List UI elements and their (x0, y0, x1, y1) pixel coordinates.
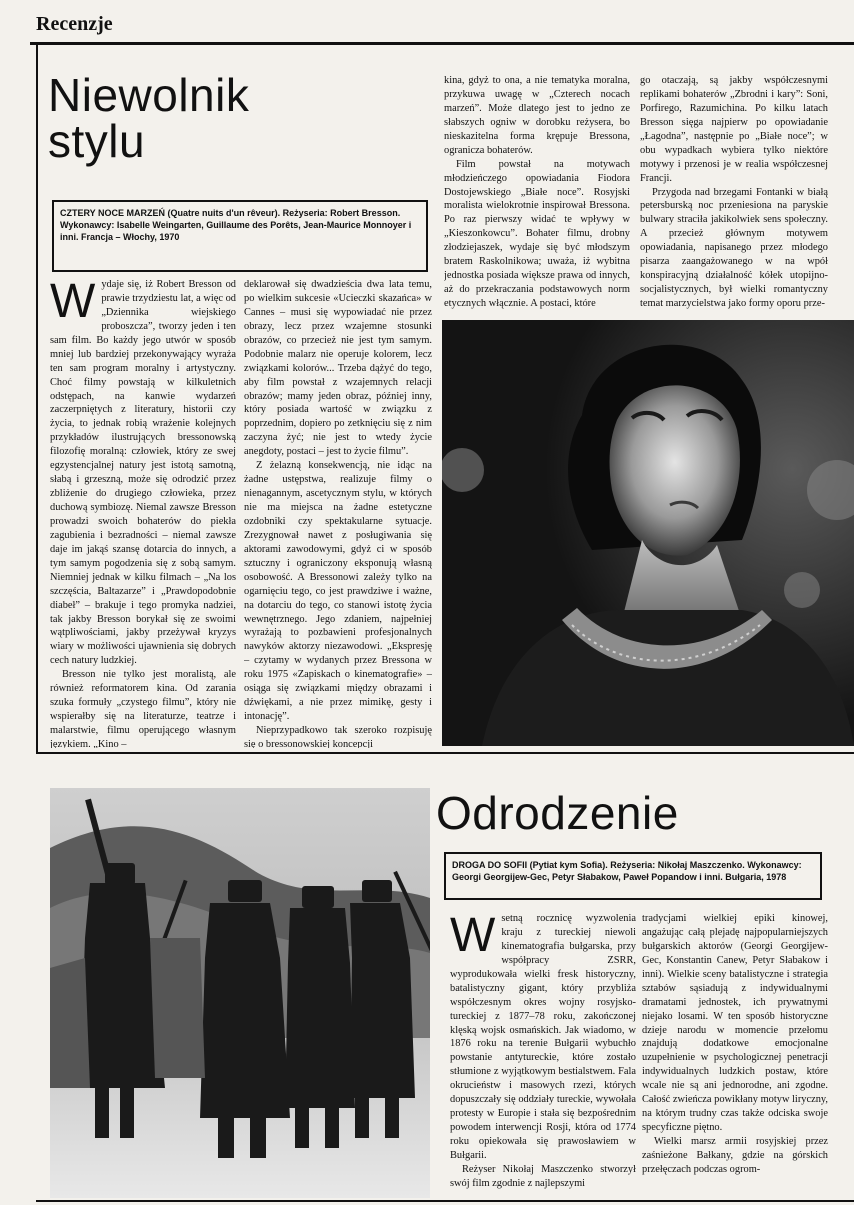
review2-col1-paragraph-2: Reżyser Nikołaj Maszczenko stworzył swój film zgodnie z najlepszymi (450, 1163, 636, 1189)
review1-col1-paragraph (50, 278, 236, 668)
review1-col4-paragraph-1: go otaczają, są jakby współczesnymi replikami bohaterów „Zbrodni i kary”: Soni, Porfirego, Razumichina. Po kilku latach Bresson sięga najpierw po opowiadanie „Łagodna”, następnie po „Białe noce”; w obu wypadkach wybiera tylko niektóre motywy i przenosi je w realia współczesnej Francji. (640, 75, 828, 184)
bottom-rule (36, 1200, 854, 1202)
review1-col1-paragraph-2: Bresson nie tylko jest moralistą, ale również reformatorem kina. Od zarania szuka formuły „czystego filmu”, który nie wspierałby się na literaturze, teatrze i malarstwie, filmu operującego własnym językiem. „Kino – (50, 669, 236, 748)
review1-col2-paragraph-2: Z żelazną konsekwencją, nie idąc na żadne ustępstwa, realizuje filmy o nienagannym, ascetycznym stylu, w których nie ma miejsca na żadne estetyczne ozdobniki czy spektakularne sytuacje. Zrezygnował nawet z posługiwania się aktorami zawodowymi, gdyż ci w sposób sztuczny i ograniczony eksponują własną osobowość. A Bressonowi zależy tylko na ogarnięciu tego, co jest prawdziwe i ważne, na dotarciu do tego, co stanowi istotę życia wewnętrznego. Jego zdaniem, najpełniej wyrażają to pozbawieni profesjonalnych nawyków aktorzy niezawodowi. „Ekspresję – czytamy w wydanych przez Bressona w roku 1975 «Zapiskach o kinematografie» – osiąga się związkami między obrazami i dźwiękami, a nie przez mimikę, gesty i intonację”. (244, 460, 432, 723)
review1-column-1 (50, 278, 236, 748)
top-rule (30, 42, 854, 45)
section-label: Recenzje (36, 13, 113, 35)
review1-col2-paragraph-1: deklarował się dwadzieścia dwa lata temu, po wielkim sukcesie «Ucieczki skazańca» w Cannes – musi się wypowiadać nie przez obrazy, lecz przez wzajemne stosunki obrazów, co przecież nie jest tym samym. Podobnie malarz nie operuje kolorem, lecz związkami kolorów... Trzeba dążyć do tego, aby film powstał z wzajemnych relacji obrazów; mamy jeden obraz, później inny, który posiada wartość w związku z poprzednim, dopiero po zetknięciu się z nim zaczyna żyć; nie jest to wtedy życie anegdoty, postaci – jest to życie filmu”. (244, 279, 432, 458)
review2-column-2 (642, 912, 828, 1198)
review2-title: Odrodzenie (436, 787, 679, 839)
review2-col2-paragraph-1: tradycjami wielkiej epiki kinowej, angażując całą plejadę najpopularniejszych bułgarskich aktorów (Georgi Georgijew-Gec, Konstantin Canew, Petyr Słabakow i inni). Wielkie sceny batalistyczne i strategia sztabów sąsiadują z indywidualnymi dramatami jednostek, ich prywatnymi niejako losami. W ten sposób historyczne dzieje narodu w momencie przełomu znajdują dodatkowe emocjonalne uzupełnienie w psychologicznej penetracji indywidualnych ludzkich postaw, które wcale nie są ani jednorodne, ani zgodne. Całość zwieńcza powikłany motyw liryczny, na którym trudny czas także odciska swoje specyficzne piętno. (642, 913, 828, 1134)
review2-column-1 (450, 912, 636, 1198)
review1-title-line2: stylu (48, 115, 146, 167)
review2-col1-paragraph (450, 912, 636, 1163)
review1-column-3 (444, 74, 630, 318)
review1-dropcap: W (50, 278, 96, 328)
review1-col3-paragraph-2: Film powstał na motywach młodzieńczego opowiadania Fiodora Dostojewskiego „Białe noce”. Rosyjski moralista wielokrotnie inspirował Bressona. Po raz pierwszy widać te wpływy w „Kieszonkowcu”. Bohater filmu, drobny złodziejaszek, wydaje się być młodszym bratem Raskolnikowa; uważa, iż wybitna jednostka posiada większe prawa od innych, aż do przekraczania podstawowych norm etycznych włącznie. A postaci, które (444, 158, 630, 309)
middle-rule (36, 752, 854, 754)
left-vertical-rule (36, 44, 38, 752)
review2-dropcap: W (450, 912, 496, 962)
review1-col3-paragraph-1: kina, gdyż to ona, a nie tematyka moralna, przykuwa uwagę w „Czterech nocach marzeń”. Może dlatego jest to jedno ze słabszych ogniw w dorobku reżysera, bo nieskazitelna forma krępuje Bressona, ogranicza bohaterów. (444, 75, 630, 156)
review1-title-line1: Niewolnik (48, 69, 250, 121)
review1-column-4 (640, 74, 828, 318)
review2-col2-paragraph-2: Wielki marsz armii rosyjskiej przez zaśnieżone Bałkany, gdzie na górskich przełęczach podczas ogrom- (642, 1136, 828, 1175)
review1-col1-text: ydaje się, iż Robert Bresson od prawie trzydziestu lat, a więc od „Dziennika wiejskiego proboszcza”, tworzy jeden i ten sam film. Bo każdy jego utwór w sposób mniej lub bardziej przekonywający wyraża ten sam program moralny i artystyczny. Choć filmy powstają w kilkuletnich odstępach, na kanwie wydarzeń zaczerpniętych z literatury, historii czy życia, to jednak robią wrażenie kolejnych przykładów ilustrujących bressonowską filozofię moralną: człowiek, który ze swej egzystencjalnej natury jest istotą samotną, słabą i grzeszną, może się odrodzić przez zbliżenie do drugiego człowieka, przez duchową symbiozę. Niemal zawsze Bresson prowadzi swoich bohaterów do piekła zagubienia i bezradności – niemal zawsze daje im jakąś szansę dotarcia do innych, a tym samym pogodzenia się z sobą samym. Niemniej jednak w kilku filmach – „Na los szczęścia, Baltazarze” i „Prawdopodobnie diabeł” – brakuje i tego promyka nadziei, tak jakby Bresson borykał się ze swoimi wątpliwościami, jakby przeżywał kryzys wiary w możliwości ujawnienia się dobrych cech natury ludzkiej. (50, 279, 236, 667)
review1-col4-paragraph-2: Przygoda nad brzegami Fontanki w białą petersburską noc przeniesiona na paryskie bulwary straciła jakikolwiek sens społeczny. A przecież głównym motywem opowiadania, napisanego przez młodego pisarza zaangażowanego w na wpół konspiracyjną działalność kółek utopijno-socjalistycznych, był wielki romantyczny temat marzycielstwa jako formy oporu prze- (640, 186, 828, 309)
review1-title (48, 69, 348, 167)
film-still-soldiers-photo (50, 788, 430, 1198)
review1-credits-box: CZTERY NOCE MARZEŃ (Quatre nuits d'un rêveur). Reżyseria: Robert Bresson. Wykonawcy: Isabelle Weingarten, Guillaume des Porêts, Jean-Maurice Monnoyer i inni. Francja – Włochy, 1970 (52, 200, 428, 272)
film-still-woman-photo (442, 320, 854, 746)
review2-col1-text: setną rocznicę wyzwolenia kraju z tureckiej niewoli kinematografia bułgarska, przy współpracy ZSRR, wyprodukowała wielki fresk historyczny, batalistyczny gigant, który przybliża współczesnym okres wojny rosyjsko-tureckiej z 1877–78 roku, zakończonej klęską wojsk osmańskich. Jak wiadomo, w 1876 roku na terenie Bułgarii wybuchło powstanie antytureckie, które zostało stłumione z wyjątkowym bestialstwem. Fala okrucieństw i masowych rzezi, których dopuszczały się oddziały tureckie, wywołała protesty w Europie i stała się bezpośrednim powodem interwencji Rosji, która od 1774 roku opiekowała się prawosławiem w Bułgarii. (450, 913, 636, 1161)
review1-col2-paragraph-3: Nieprzypadkowo tak szeroko rozpisuję się o bressonowskiej koncepcji (244, 725, 432, 748)
review1-column-2 (244, 278, 432, 748)
review2-credits-box: DROGA DO SOFII (Pytiat kym Sofia). Reżyseria: Nikołaj Maszczenko. Wykonawcy: Georgi Georgijew-Gec, Petyr Słabakow, Paweł Popandow i inni. Bułgaria, 1978 (444, 852, 822, 900)
